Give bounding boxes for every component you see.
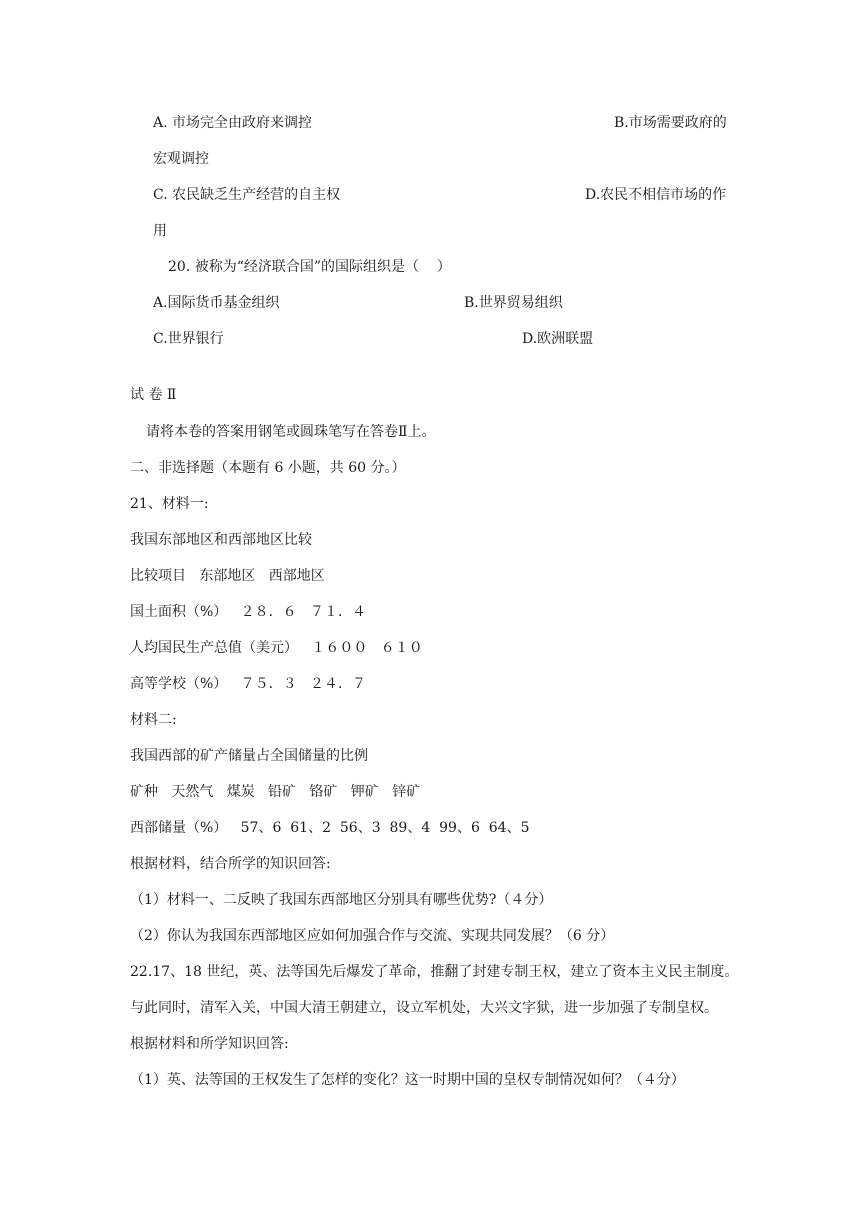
q19-option-a: A. 市场完全由政府来调控	[153, 115, 313, 131]
q19-option-b: B.市场需要政府的	[614, 115, 727, 131]
q20-stem: 20. 被称为“经济联合国”的国际组织是（ ）	[168, 259, 451, 275]
q19-option-c: C. 农民缺乏生产经营的自主权	[153, 187, 341, 203]
q21-prompt: 根据材料，结合所学的知识回答:	[130, 856, 331, 872]
q19-option-d: D.农民不相信市场的作	[585, 187, 727, 203]
q20-option-c: C.世界银行	[153, 331, 224, 347]
section2-heading: 二、非选择题（本题有 6 小题，共 60 分。）	[130, 460, 406, 476]
q21-sub-2: （2）你认为我国东西部地区应如何加强合作与交流、实现共同发展？（6 分）	[130, 928, 615, 944]
material-1-row: 人均国民生产总值（美元） １６００ ６１０	[130, 640, 423, 656]
q21-sub-1: （1）材料一、二反映了我国东西部地区分别具有哪些优势?（４分）	[130, 892, 553, 908]
material-1-title: 我国东部地区和西部地区比较	[130, 532, 312, 548]
material-2-row: 西部储量（%） 57、6 61、2 56、3 89、4 99、6 64、5	[130, 820, 530, 836]
q20-option-d: D.欧洲联盟	[522, 331, 594, 347]
q20-option-b: B.世界贸易组织	[464, 295, 563, 311]
material-1-row: 国土面积（%） ２８．６ ７１．４	[130, 604, 367, 620]
q22-sub-1: （1）英、法等国的王权发生了怎样的变化？这一时期中国的皇权专制情况如何？（４分）	[130, 1072, 685, 1088]
q21-material-1-label: 21、材料一:	[130, 496, 209, 512]
q22-material-line: 与此同时，清军入关，中国大清王朝建立，设立军机处，大兴文字狱，进一步加强了专制皇权。	[130, 1000, 718, 1016]
material-2-title: 我国西部的矿产储量占全国储量的比例	[130, 748, 368, 764]
q20-option-a: A.国际货币基金组织	[153, 295, 280, 311]
material-1-header: 比较项目 东部地区 西部地区	[130, 568, 325, 584]
material-2-label: 材料二:	[130, 712, 177, 728]
q19-option-b-wrap: 宏观调控	[153, 151, 209, 167]
q22-material-line: 22.17、18 世纪，英、法等国先后爆发了革命，推翻了封建专制王权，建立了资本主义民主制度。	[130, 964, 739, 980]
material-2-header: 矿种 天然气 煤炭 铅矿 铬矿 钾矿 锌矿	[130, 784, 421, 800]
q22-prompt: 根据材料和所学知识回答:	[130, 1036, 289, 1052]
paper2-instructions: 请将本卷的答案用钢笔或圆珠笔写在答卷Ⅱ上。	[146, 424, 436, 440]
material-1-row: 高等学校（%） ７５．３ ２４．７	[130, 676, 367, 692]
paper2-title: 试 卷 Ⅱ	[130, 387, 177, 403]
q19-option-d-wrap: 用	[153, 223, 167, 239]
